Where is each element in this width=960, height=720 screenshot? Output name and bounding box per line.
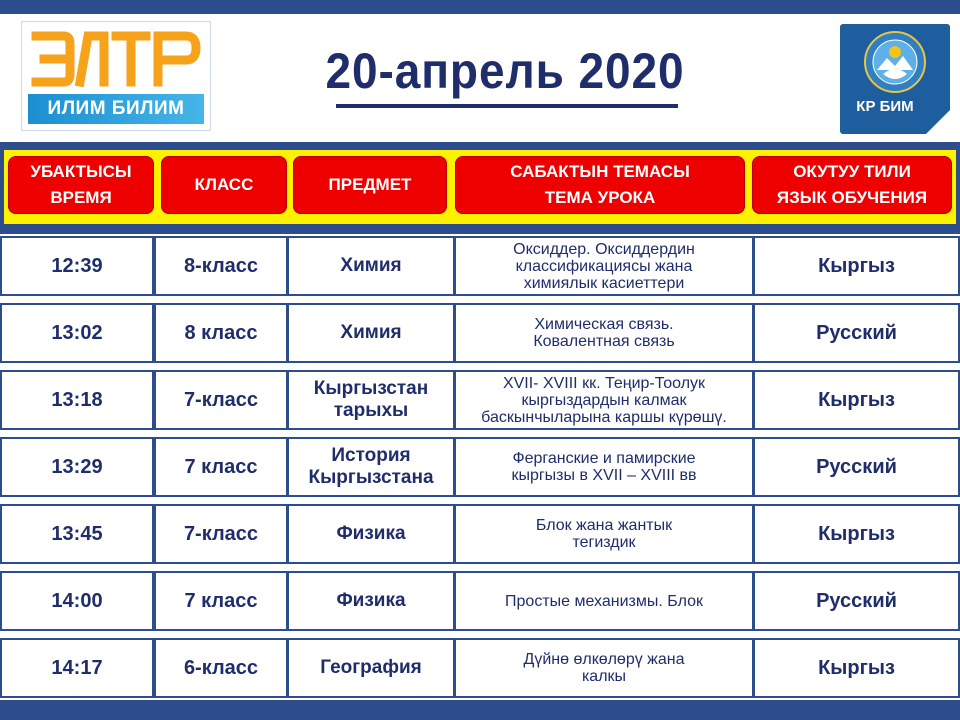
- cell-subject: [289, 573, 453, 629]
- header-subject: [293, 156, 447, 214]
- header-language: [752, 156, 952, 214]
- cell-language: Русский: [755, 439, 958, 495]
- cell-time: 14:17: [2, 640, 152, 696]
- cell-topic: [456, 573, 752, 629]
- topic-line: Простые механизмы. Блок: [505, 592, 703, 610]
- topic-line: тегиздик: [572, 534, 636, 551]
- ilim-bilim-ribbon: ИЛИМ БИЛИМ: [28, 94, 204, 124]
- cell-topic: [456, 506, 752, 562]
- cell-topic: [456, 238, 752, 294]
- cell-class: 7 класс: [156, 439, 286, 495]
- topic-line: кыргыздардын калмак: [521, 391, 687, 409]
- table-row: [0, 303, 960, 363]
- subject-line: География: [320, 657, 422, 678]
- table-row: [0, 571, 960, 631]
- cell-time: 12:39: [2, 238, 152, 294]
- subject-line: тарыхы: [333, 400, 409, 421]
- table-row: [0, 437, 960, 497]
- cell-time: 13:18: [2, 372, 152, 428]
- state-emblem-icon: [863, 30, 927, 94]
- eltr-letters-icon: [30, 28, 204, 90]
- subject-line: Физика: [336, 590, 406, 611]
- header-topic-line1: САБАКТЫН ТЕМАСЫ: [510, 162, 690, 181]
- cell-subject: [289, 305, 453, 361]
- header-class: [161, 156, 287, 214]
- header-topic: [455, 156, 745, 214]
- topic-line: калкы: [581, 668, 627, 685]
- header-time-line1: УБАКТЫСЫ: [30, 162, 132, 181]
- subject-line: Химия: [340, 322, 402, 343]
- cell-topic: [456, 439, 752, 495]
- header-time: [8, 156, 154, 214]
- cell-class: 7-класс: [156, 506, 286, 562]
- topic-line: Химическая связь.: [534, 316, 674, 333]
- header-language-line2: ЯЗЫК ОБУЧЕНИЯ: [776, 188, 928, 207]
- cell-language: Русский: [755, 305, 958, 361]
- subject-line: Кыргызстан: [313, 378, 429, 399]
- table-row: [0, 504, 960, 564]
- cell-class: 8 класс: [156, 305, 286, 361]
- topic-line: кыргызы в XVII – XVIII вв: [511, 467, 697, 484]
- topic-line: Ферганские и памирские: [512, 450, 696, 467]
- table-row: [0, 638, 960, 698]
- kr-bim-logo: [840, 24, 950, 134]
- topic-line: химиялык касиеттери: [523, 274, 685, 292]
- cell-language: Кыргыз: [755, 238, 958, 294]
- topic-line: классификациясы жана: [515, 257, 693, 275]
- table-row: [0, 236, 960, 296]
- cell-subject: [289, 506, 453, 562]
- topic-line: XVII- XVIII кк. Теңир-Тоолук: [502, 374, 706, 392]
- cell-subject: [289, 640, 453, 696]
- cell-language: Русский: [755, 573, 958, 629]
- topic-line: Оксиддер. Оксиддердин: [513, 240, 695, 258]
- topic-line: баскынчыларына каршы күрөшү.: [481, 408, 727, 426]
- kr-bim-label: КР БИМ: [856, 98, 914, 115]
- subject-line: Химия: [340, 255, 402, 276]
- cell-language: Кыргыз: [755, 372, 958, 428]
- header-time-line2: ВРЕМЯ: [50, 188, 112, 207]
- page-title: 20-апрель 2020: [325, 43, 685, 99]
- cell-topic: [456, 305, 752, 361]
- cell-time: 13:29: [2, 439, 152, 495]
- header-language-line1: ОКУТУУ ТИЛИ: [793, 162, 911, 181]
- cell-topic: [456, 640, 752, 696]
- cell-class: 7 класс: [156, 573, 286, 629]
- cell-time: 13:02: [2, 305, 152, 361]
- cell-class: 7-класс: [156, 372, 286, 428]
- table-row: [0, 370, 960, 430]
- header-topic-line2: ТЕМА УРОКА: [544, 188, 656, 207]
- cell-subject: [289, 372, 453, 428]
- title-underline: [336, 104, 678, 108]
- bottom-border-bar: [0, 700, 960, 720]
- cell-time: 14:00: [2, 573, 152, 629]
- top-border-bar: [0, 0, 960, 14]
- cell-class: 8-класс: [156, 238, 286, 294]
- topic-line: Дүйнө өлкөлөрү жана: [523, 651, 685, 668]
- cell-subject: [289, 238, 453, 294]
- cell-class: 6-класс: [156, 640, 286, 696]
- subject-line: Физика: [336, 523, 406, 544]
- cell-language: Кыргыз: [755, 506, 958, 562]
- page-fold-corner: [926, 110, 950, 134]
- header-subject-line1: ПРЕДМЕТ: [328, 175, 412, 194]
- eltr-logo: [21, 21, 211, 131]
- topic-line: Блок жана жантык: [535, 517, 673, 534]
- cell-subject: [289, 439, 453, 495]
- subject-line: Кыргызстана: [308, 467, 434, 488]
- cell-language: Кыргыз: [755, 640, 958, 696]
- header-class-line1: КЛАСС: [194, 175, 254, 194]
- cell-topic: [456, 372, 752, 428]
- subject-line: История: [331, 445, 411, 466]
- cell-time: 13:45: [2, 506, 152, 562]
- topic-line: Ковалентная связь: [533, 333, 675, 350]
